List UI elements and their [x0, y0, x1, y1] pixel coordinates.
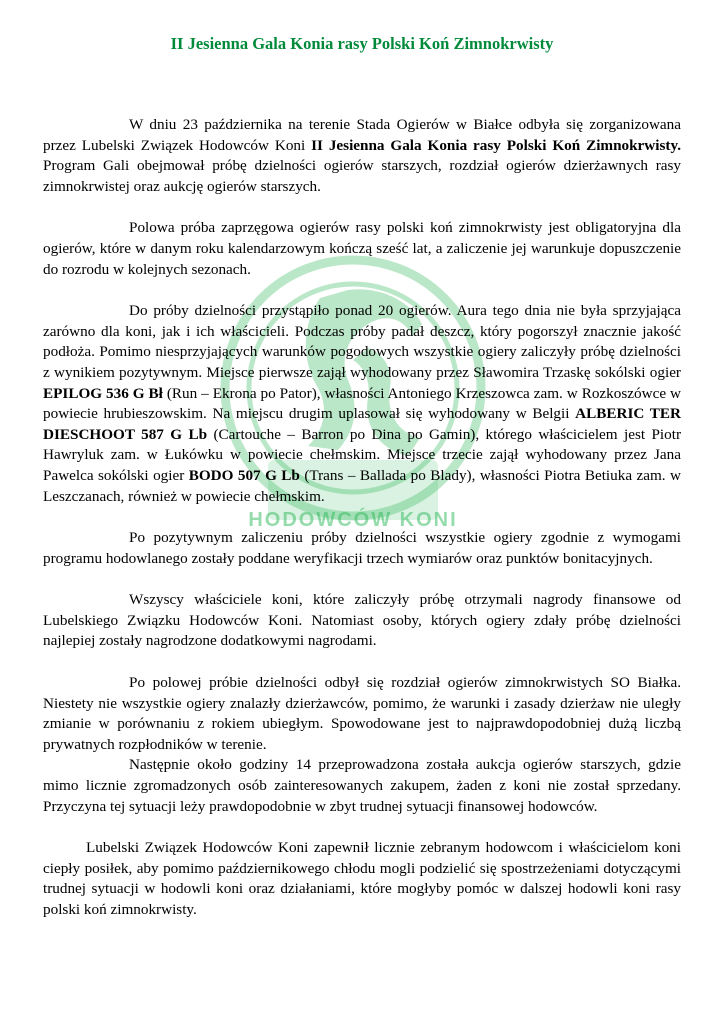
document-title: II Jesienna Gala Konia rasy Polski Koń Zimnokrwisty	[170, 34, 554, 53]
results-text-1: Do próby dzielności przystąpiło ponad 20 ogierów. Aura tego dnia nie była sprzyjająca zarówno dla koni, jak i ich właścicieli. Podczas próby padał deszcz, który pogorszył znacznie jakość podłoża. Pomimo niesprzyjających warunków pogodowych wszystkie ogiery zaliczyły próbę dzielności z wynikiem pozytywnym. Miejsce pierwsze zajął wyhodowany przez Sławomira Trzaskę sokólski ogier	[43, 302, 681, 381]
stallion-alberic: ALBERIC TER DIESCHOOT 587 G Lb	[43, 405, 681, 443]
results-text-4: (Trans – Ballada po Blady), własności Piotra Betiuka zam. w Leszczanach, również w powiecie chełmskim.	[43, 466, 681, 505]
paragraph-auction: Następnie około godziny 14 przeprowadzona została aukcja ogierów starszych, gdzie mimo licznie zgromadzonych osób zainteresowanych zakupem, żaden z koni nie został sprzedany. Przyczyna tej sytuacji leży prawdopodobnie w zbyt trudnej sytuacji finansowej hodowców.	[43, 756, 681, 815]
stallion-bodo: BODO 507 G Lb	[188, 466, 300, 484]
stallion-epilog: EPILOG 536 G Bł	[43, 384, 163, 402]
paragraph-intro	[43, 115, 681, 197]
results-text-3: (Cartouche – Barron po Dina po Gamin), którego właścicielem jest Piotr Hawryluk zam. w Łukówku w powiecie chełmskim. Miejsce trzecie zajął wyhodowany przez Jana Pawelca sokólski ogier	[43, 425, 682, 484]
intro-text-start: W dniu 23 października na terenie Stada Ogierów w Białce odbyła się zorganizowana przez Lubelski Związek Hodowców Koni	[43, 116, 681, 154]
paragraph-verification: Po pozytywnym zaliczeniu próby dzielności wszystkie ogiery zgodnie z wymogami programu hodowlanego zostały poddane weryfikacji trzech wymiarów oraz punktów bonitacyjnych.	[43, 529, 681, 567]
paragraph-closing: Lubelski Związek Hodowców Koni zapewnił licznie zebranym hodowcom i właścicielom koni ciepły posiłek, aby pomimo październikowego chłodu mogli podzielić się spostrzeżeniami dotyczącymi trudnej sytuacji w hodowli koni oraz działaniami, które mogłyby pomóc w dalszej hodowli koni rasy polski koń zimnokrwisty.	[43, 839, 681, 918]
gala-name-bold: II Jesienna Gala Konia rasy Polski Koń Zimnokrwisty.	[311, 136, 682, 154]
results-text-2: (Run – Ekrona po Pator), własności Antoniego Krzeszowca zam. w Rozkoszówce w powiecie hrubieszowskim. Na miejscu drugim uplasował się wyhodowany w Belgii	[43, 384, 681, 423]
intro-text-end: Program Gali obejmował próbę dzielności ogierów starszych, rozdział ogierów dzierżawnych rasy zimnokrwistej oraz aukcję ogierów starszych.	[43, 157, 681, 195]
paragraph-lease: Po polowej próbie dzielności odbył się rozdział ogierów zimnokrwistych SO Białka. Niestety nie wszystkie ogiery znalazły dzierżawców, pomimo, że warunki i zasady dzierżaw nie uległy zmianie w porównaniu z rokiem ubiegłym. Spowodowane jest to najprawdopodobniej dużą liczbą prywatnych rozpłodników w terenie.	[43, 674, 681, 753]
watermark-text: HODOWCÓW KONI	[248, 509, 458, 531]
paragraph-results	[43, 301, 681, 507]
paragraph-prizes: Wszyscy właściciele koni, które zaliczyły próbę otrzymali nagrody finansowe od Lubelskiego Związku Hodowców Koni. Natomiast osoby, których ogiery zdały próbę dzielności najlepiej zostały nagrodzone dodatkowymi nagrodami.	[43, 591, 681, 650]
paragraph-field-test: Polowa próba zaprzęgowa ogierów rasy polski koń zimnokrwisty jest obligatoryjna dla ogierów, które w danym roku kalendarzowym kończą sześć lat, a zaliczenie jej warunkuje dopuszczenie do rozrodu w kolejnych sezonach.	[43, 219, 681, 278]
